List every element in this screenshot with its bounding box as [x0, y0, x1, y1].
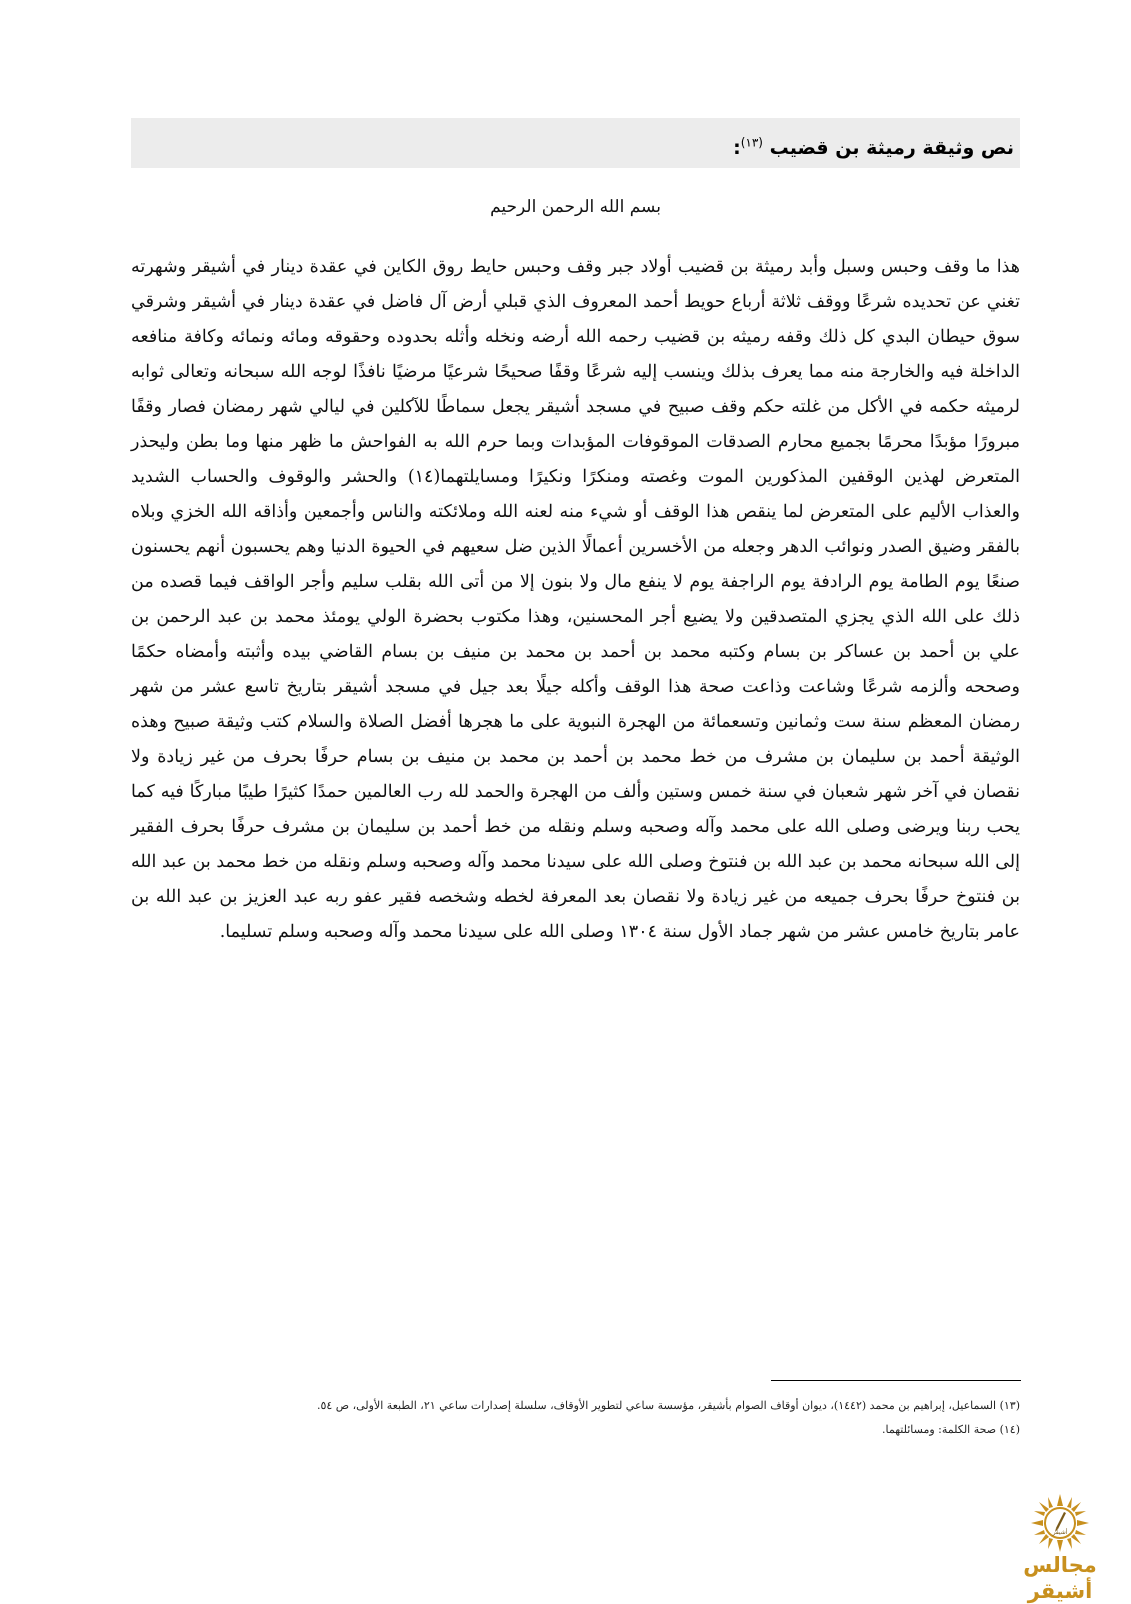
footnote-13: (١٣) السماعيل، إبراهيم بن محمد (١٤٤٢)، ديوان أوقاف الصوام بأشيقر، مؤسسة ساعي لتطوير الأوقاف، سلسلة إصدارات ساعي ٢١، الطبعة الأولى، ص ٥٤. [316, 1399, 1020, 1412]
section-heading-bar [131, 118, 1020, 168]
logo-text: مجالس أشيقر [1023, 1553, 1097, 1603]
basmala: بسم الله الرحمن الرحيم [490, 197, 661, 217]
logo-emblem-label: أشيقر [1052, 1529, 1068, 1536]
heading-suffix: : [733, 137, 741, 160]
footnote-divider [771, 1380, 1021, 1381]
section-heading [733, 137, 1014, 159]
majalis-ushaiqer-logo [990, 1492, 1130, 1603]
footnote-14: (١٤) صحة الكلمة: ومسائلتهما. [881, 1423, 1020, 1436]
pen-sunburst-emblem-icon [1029, 1492, 1091, 1554]
document-body-text: هذا ما وقف وحبس وسبل وأبد رميثة بن قضيب أولاد جبر وقف وحبس حايط روق الكاين في عقدة دينار في أشيقر وشهرته تغني عن تحديده شرعًا ووقف ثلاثة أرباع حويط أحمد المعروف الذي قبلي أرض آل فاضل في عقدة دينار في أشيقر وشرقي سوق حيطان البدي كل ذلك وقفه رميثه بن قضيب رحمه الله أرضه ونخله وأثله بحدوده وحقوقه ومائه ونمائه وكافة منافعه الداخلة فيه والخارجة منه مما يعرف بذلك وينسب إليه شرعًا وقفًا صحيحًا شرعيًا مرضيًا نافذًا لوجه الله سبحانه وتعالى ثوابه لرميثه حكمه في الأكل من غلته حكم وقف صبيح في مسجد أشيقر يجعل سماطًا للآكلين في ليالي شهر رمضان فصار وقفًا مبرورًا مؤبدًا محرمًا بجميع محارم الصدقات الموقوفات المؤبدات وبما حرم الله به الفواحش ما ظهر منها وما بطن وليحذر المتعرض لهذين الوقفين المذكورين الموت وغصته ومنكرًا ونكيرًا ومسايلتهما(١٤) والحشر والوقوف والحساب الشديد والعذاب الأليم على المتعرض لما ينقص هذا الوقف أو شيء منه لعنه الله وملائكته والناس وأجمعين وأذاقه الله الخزي وبلاه بالفقر وضيق الصدر ونوائب الدهر وجعله من الأخسرين أعمالًا الذين ضل سعيهم في الحيوة الدنيا وهم يحسبون أنهم يحسنون صنعًا يوم الطامة يوم الرادفة يوم الراجفة يوم لا ينفع مال ولا بنون إلا من أتى الله بقلب سليم وأجر الواقف فيما قصده من ذلك على الله الذي يجزي المتصدقين ولا يضيع أجر المحسنين، وهذا مكتوب بحضرة الولي يومئذ محمد بن عبد الرحمن بن علي بن أحمد بن عساكر بن بسام وكتبه محمد بن أحمد بن محمد بن منيف بن بسام القاضي بيده وأثبته وأمضاه حكمًا وصححه وألزمه شرعًا وشاعت وذاعت صحة هذا الوقف وأكله جيلًا بعد جيل في مسجد أشيقر بتاريخ تاسع عشر من شهر رمضان المعظم سنة ست وثمانين وتسعمائة من الهجرة النبوية على ما هجرها أفضل الصلاة والسلام كتب وثيقة صبيح وهذه الوثيقة أحمد بن سليمان بن مشرف من خط محمد بن أحمد بن محمد بن منيف بن بسام حرفًا بحرف من غير زيادة ولا نقصان في آخر شهر شعبان في سنة خمس وستين وألف من الهجرة والحمد لله رب العالمين حمدًا كثيرًا طيبًا مباركًا فيه كما يحب ربنا ويرضى وصلى الله على محمد وآله وصحبه وسلم ونقله من خط أحمد بن سليمان بن مشرف حرفًا بحرف الفقير إلى الله سبحانه محمد بن عبد الله بن فنتوخ وصلى الله على سيدنا محمد وآله وصحبه وسلم ونقله من خط محمد بن عبد الله بن فنتوخ حرفًا بحرف جميعه من غير زيادة ولا نقصان بعد المعرفة لخطه وشخصه فقير عفو ربه عبد العزيز بن عبد الله بن عامر بتاريخ خامس عشر من شهر جماد الأول سنة ١٣٠٤ وصلى الله على سيدنا محمد وآله وصحبه وسلم تسليما. [131, 257, 1020, 942]
heading-title: نص وثيقة رميثة بن قضيب [769, 137, 1014, 160]
footnotes [200, 1394, 1020, 1442]
heading-footnote-ref[interactable]: (١٣) [740, 136, 763, 150]
